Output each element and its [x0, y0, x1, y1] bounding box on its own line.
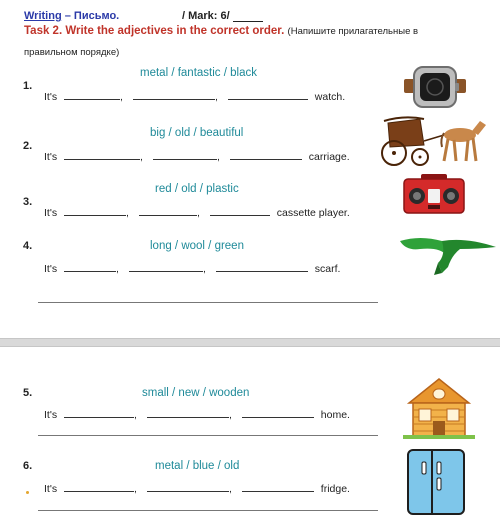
sentence-end: fridge.	[320, 483, 350, 495]
answer-blank-2[interactable]	[139, 206, 197, 216]
sentence-end: cassette player.	[276, 207, 350, 219]
answer-blank-3[interactable]	[242, 482, 314, 492]
answer-blank-2[interactable]	[147, 408, 229, 418]
exercise-number: 1.	[23, 80, 33, 92]
mark-blank[interactable]	[233, 12, 263, 22]
mark-field	[182, 10, 263, 22]
answer-blank-3[interactable]	[210, 206, 270, 216]
page-divider	[0, 338, 500, 347]
sentence-end: scarf.	[314, 263, 341, 275]
sentence: It's , , carriage.	[44, 151, 350, 163]
sentence-start: It's	[44, 207, 58, 219]
cassette-player-picture	[403, 174, 465, 219]
carriage-picture	[380, 115, 492, 174]
answer-blank-2[interactable]	[133, 90, 215, 100]
adjective-list: metal / blue / old	[155, 460, 240, 472]
task-title: Task 2. Write the adjectives in the correct order.	[24, 25, 285, 37]
scarf-picture	[398, 233, 498, 282]
sentence-end: watch.	[314, 91, 346, 103]
bullet-dot	[26, 491, 29, 494]
sentence-end: carriage.	[308, 151, 350, 163]
adjective-list: metal / fantastic / black	[140, 67, 257, 79]
task-instruction	[24, 25, 494, 37]
writing-title: Writing	[24, 10, 62, 22]
answer-blank-2[interactable]	[129, 262, 203, 272]
exercise-number: 3.	[23, 196, 33, 208]
answer-blank-3[interactable]	[228, 90, 308, 100]
answer-blank-3[interactable]	[216, 262, 308, 272]
extra-answer-line[interactable]	[38, 302, 378, 303]
sentence-start: It's	[44, 409, 58, 421]
answer-blank-2[interactable]	[153, 150, 217, 160]
answer-blank-1[interactable]	[64, 90, 120, 100]
header-title-line	[24, 10, 494, 24]
answer-blank-3[interactable]	[230, 150, 302, 160]
adjective-list: small / new / wooden	[142, 387, 250, 399]
exercise-number: 2.	[23, 140, 33, 152]
task-instruction-russian: (Напишите прилагательные в	[287, 26, 419, 37]
extra-answer-line[interactable]	[38, 435, 378, 436]
answer-blank-1[interactable]	[64, 206, 126, 216]
sentence-start: It's	[44, 151, 58, 163]
sentence-start: It's	[44, 91, 58, 103]
sentence-start: It's	[44, 483, 58, 495]
sentence: It's , , scarf.	[44, 263, 341, 275]
house-picture	[399, 377, 479, 444]
exercise-number: 6.	[23, 460, 33, 472]
fridge-picture	[404, 448, 468, 521]
sentence: It's , , home.	[44, 409, 350, 421]
writing-title-russian: – Письмо.	[61, 10, 120, 22]
watch-picture	[404, 64, 466, 115]
answer-blank-1[interactable]	[64, 262, 116, 272]
answer-blank-3[interactable]	[242, 408, 314, 418]
task-instruction-russian-cont: правильном порядке)	[24, 47, 120, 58]
worksheet-header	[24, 10, 494, 58]
adjective-list: red / old / plastic	[155, 183, 239, 195]
sentence: It's , , cassette player.	[44, 207, 350, 219]
answer-blank-1[interactable]	[64, 408, 134, 418]
answer-blank-1[interactable]	[64, 150, 140, 160]
extra-answer-line[interactable]	[38, 510, 378, 511]
adjective-list: long / wool / green	[150, 240, 244, 252]
exercise-number: 4.	[23, 240, 33, 252]
sentence-start: It's	[44, 263, 58, 275]
sentence: It's , , watch.	[44, 91, 346, 103]
answer-blank-1[interactable]	[64, 482, 134, 492]
adjective-list: big / old / beautiful	[150, 127, 244, 139]
sentence: It's , , fridge.	[44, 483, 350, 495]
answer-blank-2[interactable]	[147, 482, 229, 492]
mark-label: / Mark: 6/	[182, 10, 230, 22]
sentence-end: home.	[320, 409, 350, 421]
exercise-number: 5.	[23, 387, 33, 399]
